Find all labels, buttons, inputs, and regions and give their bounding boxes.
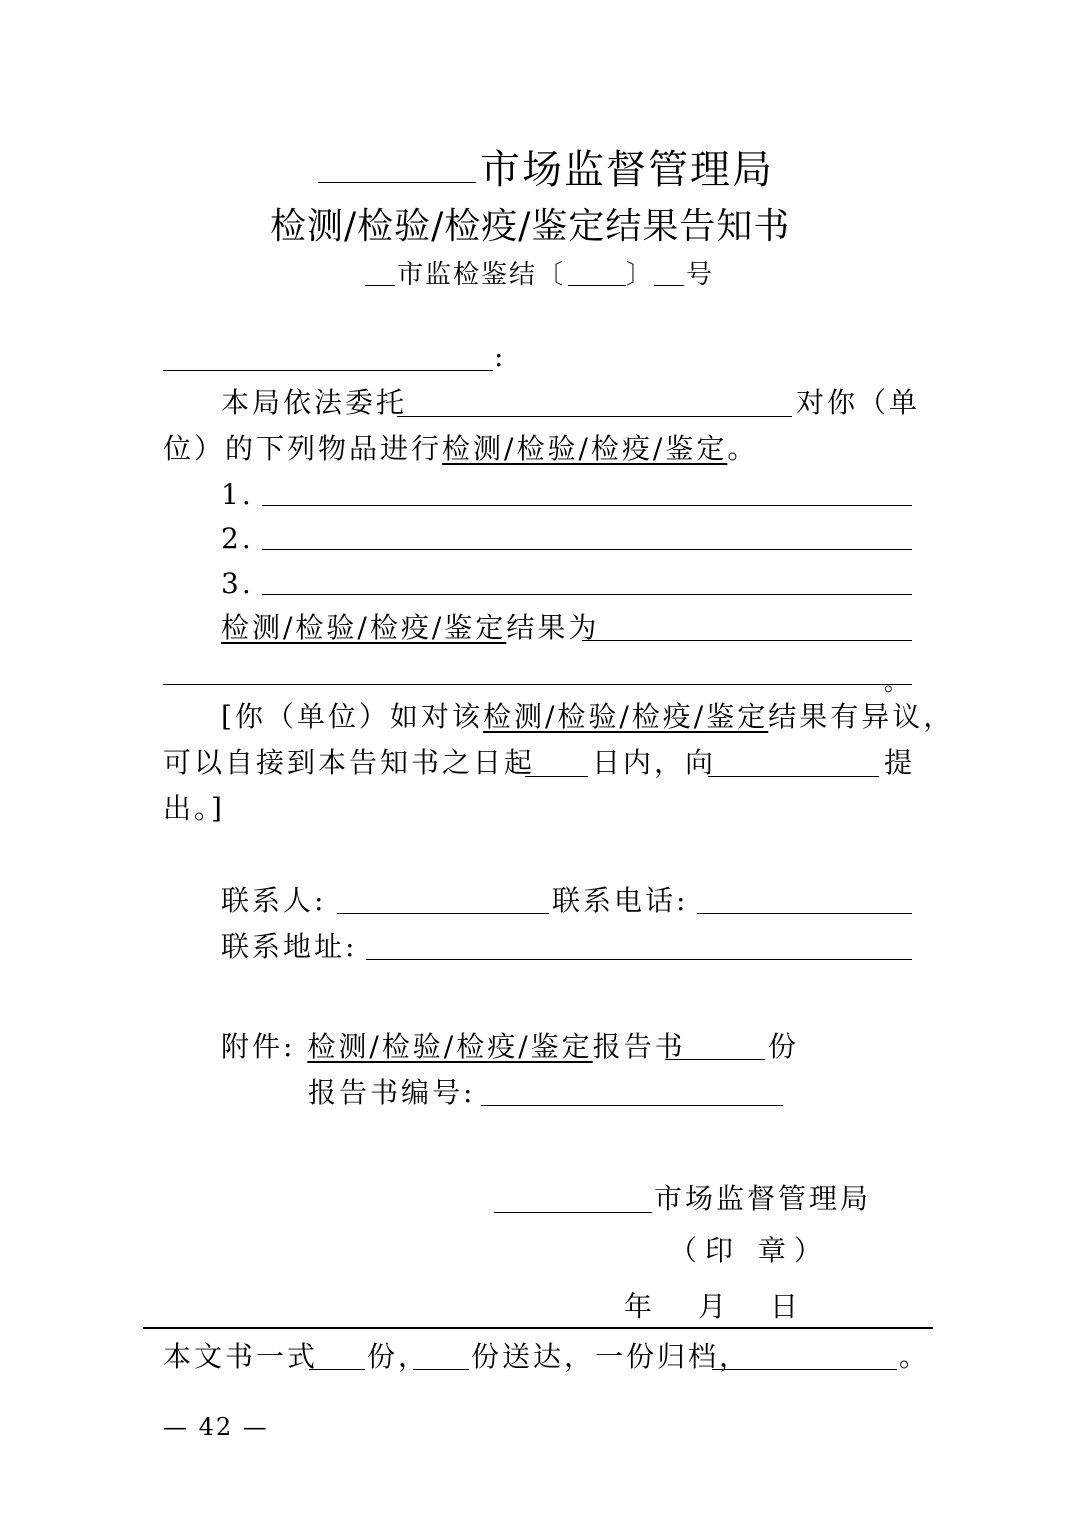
item-number-2: 2. bbox=[221, 522, 254, 555]
objection-line2-part2: 日内，向 bbox=[592, 746, 717, 779]
agency-name-blank[interactable] bbox=[318, 182, 476, 183]
document-title: 检测/检验/检疫/鉴定结果告知书 bbox=[270, 206, 791, 247]
attachment-count-blank[interactable] bbox=[665, 1059, 765, 1060]
para1-part2: 对你（单 bbox=[796, 386, 921, 419]
attachment-unit: 份 bbox=[768, 1030, 800, 1063]
recipient-colon: : bbox=[494, 340, 507, 373]
para1-line2-end: 。 bbox=[727, 432, 759, 465]
para1-line2-text: 位）的下列物品进行 bbox=[163, 432, 443, 465]
para1-part1: 本局依法委托 bbox=[221, 386, 408, 419]
attachment-text: 报告书 bbox=[592, 1030, 686, 1063]
result-blank-2[interactable] bbox=[163, 684, 912, 685]
recipient-blank[interactable] bbox=[163, 370, 493, 371]
objection-line2-part3: 提 bbox=[884, 746, 916, 779]
item-blank-1[interactable] bbox=[262, 505, 912, 506]
result-end: 。 bbox=[884, 668, 908, 696]
result-underlined: 检测/检验/检疫/鉴定 bbox=[221, 611, 507, 644]
doc-no-prefix-blank[interactable] bbox=[365, 285, 395, 286]
doc-no-mid: 〕 bbox=[626, 260, 655, 290]
contact-phone-blank[interactable] bbox=[697, 913, 912, 914]
doc-no-prefix: 市监检鉴结〔 bbox=[397, 260, 566, 290]
contact-address-blank[interactable] bbox=[366, 959, 912, 960]
contact-person-blank[interactable] bbox=[337, 913, 549, 914]
copies-part1: 本文书一式 bbox=[163, 1340, 319, 1373]
date-day: 日 bbox=[770, 1290, 802, 1323]
entrusted-agency-blank[interactable] bbox=[397, 416, 792, 417]
objection-line3: 出。] bbox=[163, 792, 225, 825]
objection-line1-end: 结果有异议， bbox=[768, 700, 955, 733]
page-number: — 42 — bbox=[163, 1413, 269, 1441]
doc-no-serial-blank[interactable] bbox=[654, 285, 684, 286]
result-blank-1[interactable] bbox=[582, 640, 912, 641]
result-text: 结果为 bbox=[506, 611, 600, 644]
item-blank-2[interactable] bbox=[262, 549, 912, 550]
contact-address-label: 联系地址: bbox=[221, 930, 358, 963]
objection-authority-blank[interactable] bbox=[708, 776, 879, 777]
copies-end: 。 bbox=[899, 1340, 931, 1373]
footer-divider bbox=[143, 1327, 933, 1329]
para1-line2 bbox=[163, 432, 758, 466]
copies-remark-blank[interactable] bbox=[712, 1369, 897, 1370]
contact-phone-label: 联系电话: bbox=[552, 884, 689, 917]
report-no-label: 报告书编号: bbox=[308, 1076, 476, 1109]
date-month: 月 bbox=[698, 1290, 730, 1323]
objection-line1-underlined: 检测/检验/检疫/鉴定 bbox=[482, 700, 769, 733]
copies-total-blank[interactable] bbox=[309, 1369, 365, 1370]
contact-person-label: 联系人: bbox=[221, 884, 327, 917]
para1-line2-underlined: 检测/检验/检疫/鉴定 bbox=[442, 432, 728, 465]
copies-part3: 份送达，一份归档， bbox=[471, 1340, 751, 1373]
result-label bbox=[221, 611, 599, 645]
attachment-underlined: 检测/检验/检疫/鉴定 bbox=[307, 1030, 593, 1063]
attachment-label: 附件: bbox=[221, 1030, 296, 1063]
item-blank-3[interactable] bbox=[262, 594, 912, 595]
signature-agency-suffix: 市场监督管理局 bbox=[654, 1182, 872, 1215]
objection-line2-part1: 可以自接到本告知书之日起 bbox=[163, 746, 536, 779]
item-number-3: 3. bbox=[221, 567, 254, 600]
objection-days-blank[interactable] bbox=[525, 776, 588, 777]
attachment-line bbox=[221, 1030, 686, 1064]
objection-line1 bbox=[221, 700, 954, 734]
seal-label: （印 章） bbox=[669, 1234, 830, 1267]
doc-no-year-blank[interactable] bbox=[568, 285, 626, 286]
signature-agency-blank[interactable] bbox=[494, 1212, 652, 1213]
objection-line1-text: [你（单位）如对该 bbox=[221, 700, 483, 733]
report-no-blank[interactable] bbox=[481, 1105, 783, 1106]
item-number-1: 1. bbox=[221, 478, 254, 511]
header-agency-suffix: 市场监督管理局 bbox=[480, 147, 774, 193]
date-year: 年 bbox=[624, 1290, 656, 1323]
doc-no-suffix: 号 bbox=[686, 260, 715, 290]
copies-served-blank[interactable] bbox=[413, 1369, 469, 1370]
copies-part2: 份， bbox=[367, 1340, 430, 1373]
